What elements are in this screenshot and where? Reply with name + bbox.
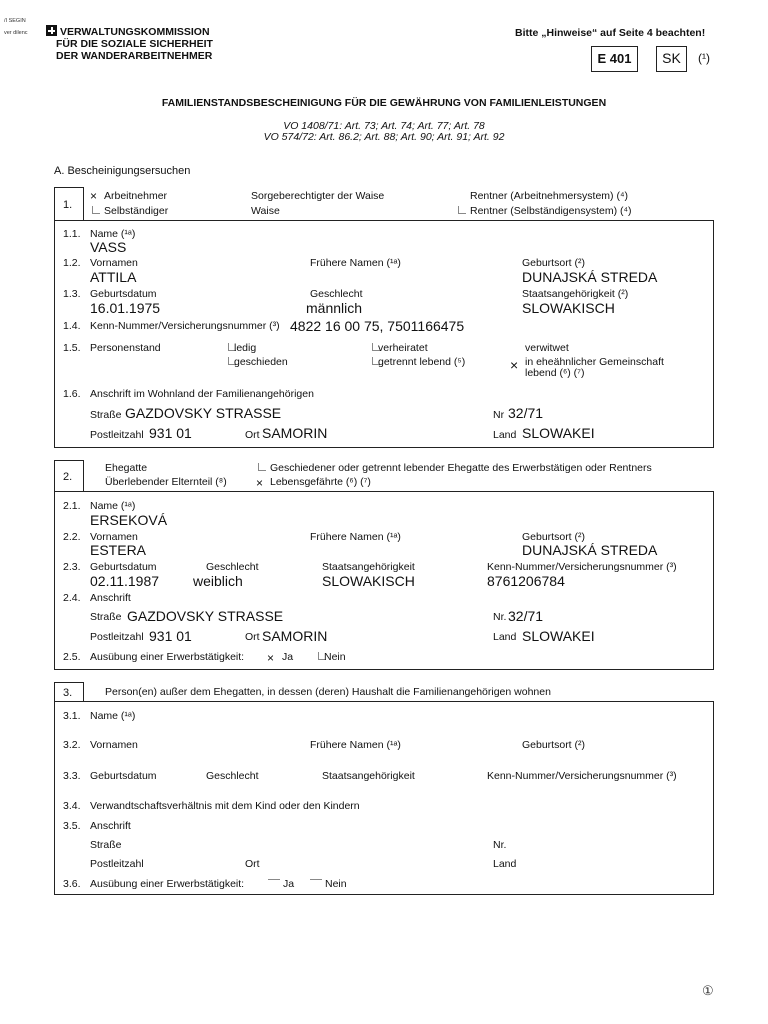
row-2-3-num: 2.3. xyxy=(63,561,81,573)
page-number-mark: ① xyxy=(702,983,714,998)
label-vornamen-1: Vornamen xyxy=(90,257,138,269)
label-personenstand: Personenstand xyxy=(90,342,161,354)
check-rentner-sb[interactable] xyxy=(458,206,466,214)
label-geschlecht-3: Geschlecht xyxy=(206,770,259,782)
row-1-2-num: 1.2. xyxy=(63,257,81,269)
hint-text: Bitte „Hinweise“ auf Seite 4 beachten! xyxy=(515,27,706,39)
check-ja-3[interactable] xyxy=(268,879,280,887)
label-ort-3: Ort xyxy=(245,858,260,870)
label-geburtsdatum-2: Geburtsdatum xyxy=(90,561,157,573)
label-ort-1: Ort xyxy=(245,429,260,441)
label-plz-1: Postleitzahl xyxy=(90,429,144,441)
row-1-4-num: 1.4. xyxy=(63,320,81,332)
value-nr-2: 32/71 xyxy=(508,608,544,624)
value-plz-2: 931 01 xyxy=(149,628,192,644)
value-nr-1: 32/71 xyxy=(508,405,544,421)
row-1-5-num: 1.5. xyxy=(63,342,81,354)
label-erwerb-3: Ausübung einer Erwerbstätigkeit: xyxy=(90,878,245,890)
check-geschiedener[interactable] xyxy=(258,463,266,471)
option-ja-3: Ja xyxy=(283,878,295,890)
option-verwitwet: verwitwet xyxy=(525,342,569,354)
option-verheiratet: verheiratet xyxy=(378,342,428,354)
option-eheaehnlich-2: lebend (⁶) (⁷) xyxy=(525,367,585,379)
value-geburtsdatum-2: 02.11.1987 xyxy=(90,573,160,589)
value-geburtsdatum-1: 16.01.1975 xyxy=(90,300,161,316)
label-verwandt: Verwandtschaftsverhältnis mit dem Kind oder den Kindern xyxy=(90,800,360,812)
value-ort-1: SAMORIN xyxy=(262,425,328,441)
label-land-3: Land xyxy=(493,858,517,870)
value-strasse-1: GAZDOVSKY STRASSE xyxy=(125,405,282,421)
option-selbstaendiger: Selbständiger xyxy=(104,205,169,217)
option-lebensgefaehrte: Lebensgefährte (⁶) (⁷) xyxy=(270,476,371,488)
row-2-5-num: 2.5. xyxy=(63,651,81,663)
row-2-2-num: 2.2. xyxy=(63,531,81,543)
row-3-4-num: 3.4. xyxy=(63,800,81,812)
section-3-number: 3. xyxy=(63,687,73,699)
option-waise: Waise xyxy=(251,205,280,217)
label-kenn-2: Kenn-Nummer/Versicherungsnummer (³) xyxy=(487,561,677,573)
label-frueher-2: Frühere Namen (¹ᵃ) xyxy=(310,531,401,543)
label-staat-1: Staatsangehörigkeit (²) xyxy=(522,288,629,300)
row-3-1-num: 3.1. xyxy=(63,710,81,722)
label-strasse-2: Straße xyxy=(90,611,122,623)
eu-cross-icon xyxy=(46,25,57,36)
org-line-3: DER WANDERARBEITNEHMER xyxy=(56,50,213,62)
value-geburtsort-2: DUNAJSKÁ STREDA xyxy=(522,542,658,558)
label-name-1: Name (¹ᵃ) xyxy=(90,228,136,240)
label-geburtsort-3: Geburtsort (²) xyxy=(522,739,586,751)
label-plz-3: Postleitzahl xyxy=(90,858,144,870)
row-2-4-num: 2.4. xyxy=(63,592,81,604)
label-vornamen-3: Vornamen xyxy=(90,739,138,751)
label-erwerb-2: Ausübung einer Erwerbstätigkeit: xyxy=(90,651,245,663)
value-geschlecht-1: männlich xyxy=(306,300,363,316)
label-plz-2: Postleitzahl xyxy=(90,631,144,643)
value-kenn-1: 4822 16 00 75, 7501166475 xyxy=(290,318,465,334)
label-staat-3: Staatsangehörigkeit xyxy=(322,770,415,782)
value-vornamen-1: ATTILA xyxy=(90,269,137,285)
country-code: SK xyxy=(656,46,687,72)
section-3-box xyxy=(54,701,714,895)
footnote-ref: (¹) xyxy=(698,51,710,65)
label-kenn-1: Kenn-Nummer/Versicherungsnummer (³) xyxy=(90,320,280,332)
label-name-3: Name (¹ᵃ) xyxy=(90,710,136,722)
check-ja-2-mark[interactable]: × xyxy=(267,651,275,665)
label-anschrift-3: Anschrift xyxy=(90,820,131,832)
label-vornamen-2: Vornamen xyxy=(90,531,138,543)
regulation-1: VO 1408/71: Art. 73; Art. 74; Art. 77; Art. 78 xyxy=(283,120,485,132)
option-geschiedener: Geschiedener oder getrennt lebender Ehegatte des Erwerbstätigen oder Rentners xyxy=(270,462,652,474)
value-ort-2: SAMORIN xyxy=(262,628,328,644)
section-a-heading: A. Bescheinigungsersuchen xyxy=(54,165,191,177)
value-land-2: SLOWAKEI xyxy=(522,628,595,644)
check-eheaehnlich-mark[interactable]: × xyxy=(510,357,519,373)
label-kenn-3: Kenn-Nummer/Versicherungsnummer (³) xyxy=(487,770,677,782)
label-land-1: Land xyxy=(493,429,517,441)
option-getrennt: getrennt lebend (⁵) xyxy=(378,356,466,368)
value-geschlecht-2: weiblich xyxy=(193,573,243,589)
row-1-1-num: 1.1. xyxy=(63,228,81,240)
row-3-2-num: 3.2. xyxy=(63,739,81,751)
option-ja-2: Ja xyxy=(282,651,294,663)
row-3-3-num: 3.3. xyxy=(63,770,81,782)
label-nr-1: Nr xyxy=(493,409,505,421)
value-kenn-2: 8761206784 xyxy=(487,573,565,589)
label-strasse-3: Straße xyxy=(90,839,122,851)
section-2-number-box xyxy=(54,460,84,492)
option-ehegatte: Ehegatte xyxy=(105,462,148,474)
regulation-2: VO 574/72: Art. 86.2; Art. 88; Art. 90; Art. 91; Art. 92 xyxy=(263,131,505,143)
value-geburtsort-1: DUNAJSKÁ STREDA xyxy=(522,269,658,285)
label-nr-2: Nr. xyxy=(493,611,507,623)
label-name-2: Name (¹ᵃ) xyxy=(90,500,136,512)
option-nein-3: Nein xyxy=(325,878,347,890)
option-sorgeberechtigter: Sorgeberechtigter der Waise xyxy=(251,190,385,202)
label-nr-3: Nr. xyxy=(493,839,507,851)
row-3-6-num: 3.6. xyxy=(63,878,81,890)
org-line-2: FÜR DIE SOZIALE SICHERHEIT xyxy=(56,38,213,50)
row-2-1-num: 2.1. xyxy=(63,500,81,512)
option-geschieden: geschieden xyxy=(234,356,288,368)
section-2-number: 2. xyxy=(63,471,73,483)
label-frueher-1: Frühere Namen (¹ᵃ) xyxy=(310,257,401,269)
section-1-number: 1. xyxy=(63,199,73,211)
value-name-1: VASS xyxy=(90,239,127,255)
option-ledig: ledig xyxy=(234,342,257,354)
label-frueher-3: Frühere Namen (¹ᵃ) xyxy=(310,739,401,751)
form-code: E 401 xyxy=(591,46,638,72)
section-1-number-box xyxy=(54,187,84,221)
value-land-1: SLOWAKEI xyxy=(522,425,595,441)
label-anschrift-2: Anschrift xyxy=(90,592,131,604)
corner-note-1: /I SEGIN xyxy=(4,18,26,24)
check-arbeitnehmer-mark[interactable]: × xyxy=(90,189,98,203)
check-lebens-mark[interactable]: × xyxy=(256,476,264,490)
corner-note-2: ver dilenc xyxy=(4,30,28,36)
option-eheaehnlich-1: in eheähnlicher Gemeinschaft xyxy=(525,356,664,368)
label-geburtsdatum-1: Geburtsdatum xyxy=(90,288,157,300)
label-land-2: Land xyxy=(493,631,517,643)
option-arbeitnehmer: Arbeitnehmer xyxy=(104,190,168,202)
label-ort-2: Ort xyxy=(245,631,260,643)
option-nein-2: Nein xyxy=(324,651,346,663)
label-geburtsort-1: Geburtsort (²) xyxy=(522,257,586,269)
label-strasse-1: Straße xyxy=(90,409,122,421)
section-3-heading: Person(en) außer dem Ehegatten, in dessen (deren) Haushalt die Familienangehörigen wohnen xyxy=(105,686,551,698)
form-title: FAMILIENSTANDSBESCHEINIGUNG FÜR DIE GEWÄHRUNG VON FAMILIENLEISTUNGEN xyxy=(161,97,607,109)
value-staat-2: SLOWAKISCH xyxy=(322,573,415,589)
option-elternteil: Überlebender Elternteil (⁸) xyxy=(105,476,227,488)
label-staat-2: Staatsangehörigkeit xyxy=(322,561,415,573)
option-rentner-sb: Rentner (Selbständigensystem) (⁴) xyxy=(470,205,632,217)
check-nein-3[interactable] xyxy=(310,879,322,887)
row-1-3-num: 1.3. xyxy=(63,288,81,300)
label-geschlecht-1: Geschlecht xyxy=(310,288,363,300)
value-name-2: ERSEKOVÁ xyxy=(90,512,168,528)
row-1-6-num: 1.6. xyxy=(63,388,81,400)
label-geburtsdatum-3: Geburtsdatum xyxy=(90,770,157,782)
value-strasse-2: GAZDOVSKY STRASSE xyxy=(127,608,284,624)
check-selbst[interactable] xyxy=(92,206,100,214)
option-rentner-an: Rentner (Arbeitnehmersystem) (⁴) xyxy=(470,190,628,202)
section-3-number-box xyxy=(54,682,84,702)
label-geburtsort-2: Geburtsort (²) xyxy=(522,531,586,543)
value-staat-1: SLOWAKISCH xyxy=(522,300,615,316)
org-line-1: VERWALTUNGSKOMMISSION xyxy=(60,26,210,38)
row-3-5-num: 3.5. xyxy=(63,820,81,832)
value-vornamen-2: ESTERA xyxy=(90,542,147,558)
value-plz-1: 931 01 xyxy=(149,425,192,441)
label-anschrift-1: Anschrift im Wohnland der Familienangehörigen xyxy=(90,388,314,400)
label-geschlecht-2: Geschlecht xyxy=(206,561,259,573)
